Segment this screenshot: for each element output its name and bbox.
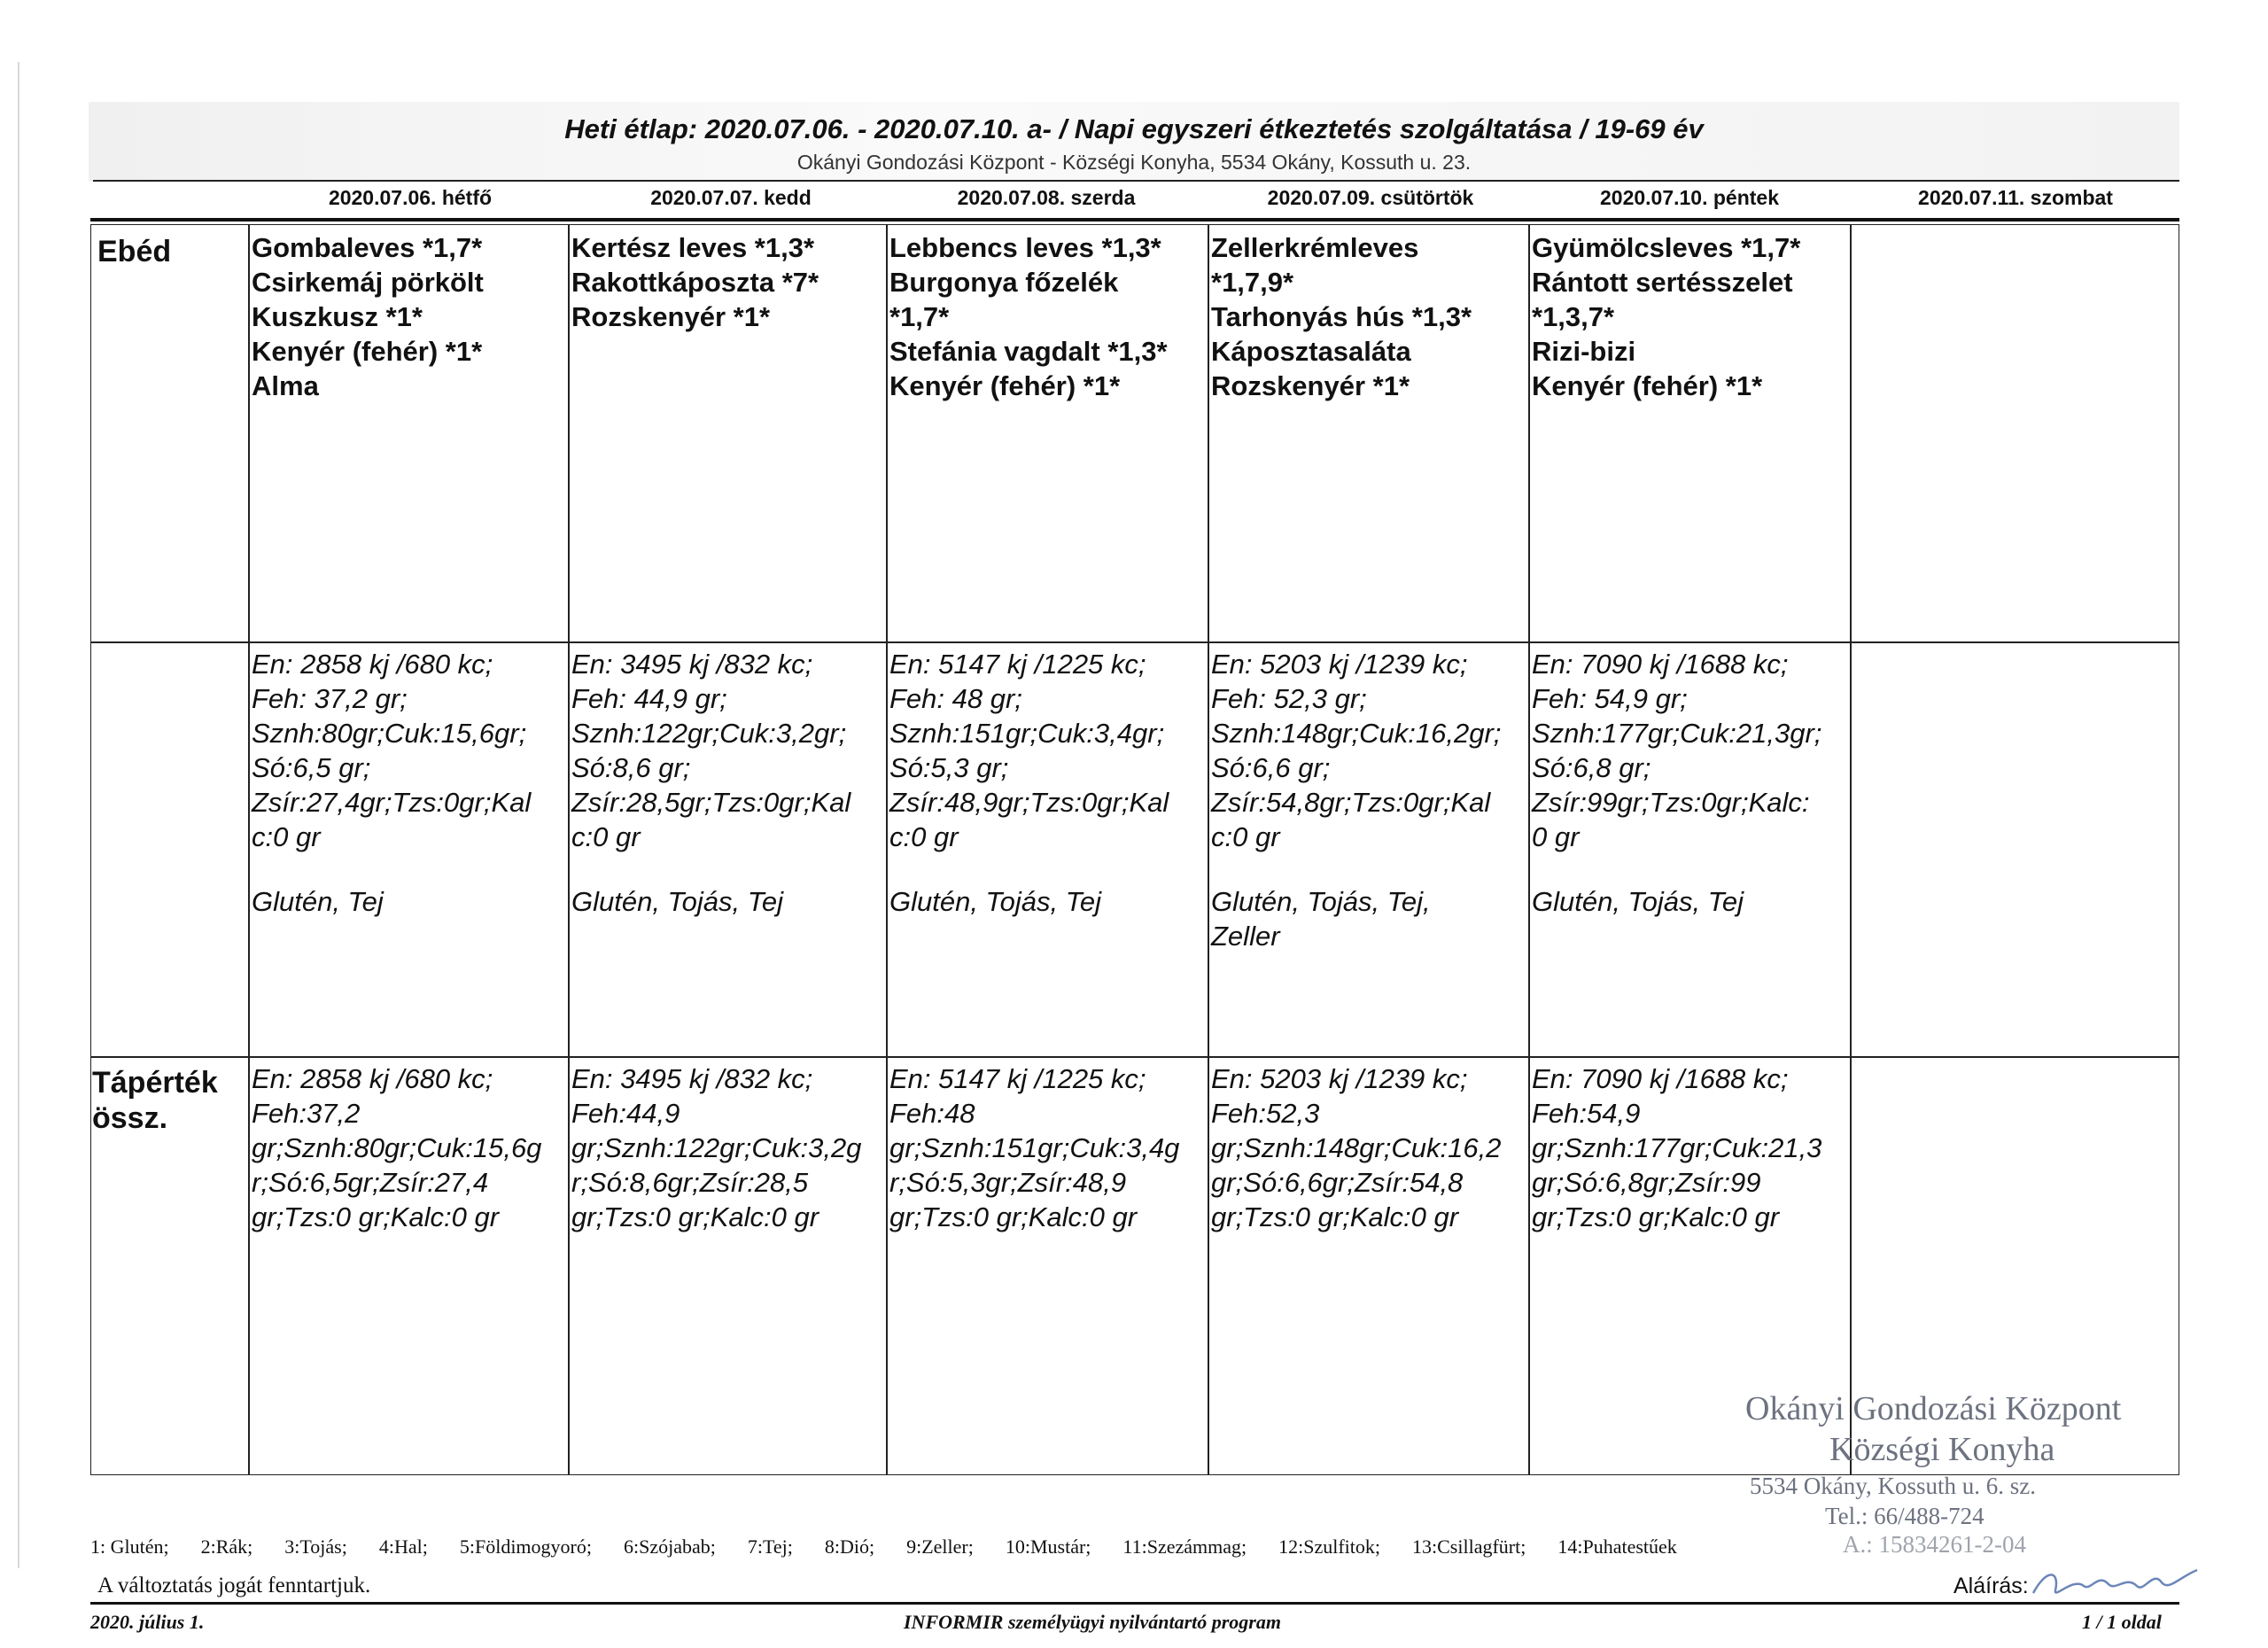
summary-cell-tuesday: En: 3495 kj /832 kc; Feh:44,9 gr;Sznh:122gr;Cuk:3,2g r;Só:8,6gr;Zsír:28,5 gr;Tzs:0 gr;Kalc:0 gr	[571, 1063, 862, 1232]
days-rule	[90, 218, 2179, 222]
summary-cell-thursday: En: 5203 kj /1239 kc; Feh:52,3 gr;Sznh:148gr;Cuk:16,2 gr;Só:6,6gr;Zsír:54,8 gr;Tzs:0 gr;Kalc:0 gr	[1211, 1063, 1502, 1232]
footer-program: INFORMIR személyügyi nyilvántartó program	[904, 1611, 1281, 1633]
legend-item: 6:Szójabab;	[623, 1535, 716, 1558]
day-header-thursday: 2020.07.09. csütörtök	[1267, 186, 1474, 209]
legend-item: 9:Zeller;	[906, 1535, 974, 1558]
row-divider	[90, 641, 2179, 643]
row-label-lunch: Ebéd	[97, 235, 172, 268]
stamp-line-5: A.: 15834261-2-04	[1843, 1531, 2026, 1558]
allergen-cell-wednesday: Glutén, Tojás, Tej	[889, 886, 1101, 917]
nutrition-cell-wednesday: En: 5147 kj /1225 kc; Feh: 48 gr; Sznh:151gr;Cuk:3,4gr; Só:5,3 gr; Zsír:48,9gr;Tzs:0gr;Kal c:0 gr	[889, 649, 1169, 852]
summary-cell-friday: En: 7090 kj /1688 kc; Feh:54,9 gr;Sznh:177gr;Cuk:21,3 gr;Só:6,8gr;Zsír:99 gr;Tzs:0 gr;Kalc:0 gr	[1532, 1063, 1822, 1232]
legend-item: 13:Csillagfürt;	[1412, 1535, 1526, 1558]
day-header-friday: 2020.07.10. péntek	[1599, 186, 1780, 209]
day-header-wednesday: 2020.07.08. szerda	[957, 186, 1136, 209]
legend-item: 3:Tojás;	[284, 1535, 347, 1558]
col-divider	[248, 224, 250, 1475]
stamp-line-1: Okányi Gondozási Központ	[1745, 1390, 2122, 1427]
day-header-tuesday: 2020.07.07. kedd	[650, 186, 812, 209]
menu-cell-tuesday: Kertész leves *1,3* Rakottkáposzta *7* Rozskenyér *1*	[571, 232, 819, 332]
allergen-cell-friday: Glutén, Tojás, Tej	[1532, 886, 1744, 917]
row-label-summary: Tápérték össz.	[92, 1066, 218, 1135]
col-divider	[1208, 224, 1209, 1475]
legend-item: 4:Hal;	[378, 1535, 428, 1558]
scan-edge	[18, 62, 19, 1568]
page-title: Heti étlap: 2020.07.06. - 2020.07.10. a- / Napi egyszeri étkeztetés szolgáltatása / 19-69 év	[564, 113, 1704, 144]
nutrition-cell-monday: En: 2858 kj /680 kc; Feh: 37,2 gr; Sznh:80gr;Cuk:15,6gr; Só:6,5 gr; Zsír:27,4gr;Tzs:0gr;Kal c:0 gr	[252, 649, 532, 852]
legend-item: 10:Mustár;	[1005, 1535, 1091, 1558]
allergen-cell-thursday: Glutén, Tojás, Tej, Zeller	[1211, 886, 1431, 952]
footer-rule	[90, 1602, 2179, 1605]
menu-cell-monday: Gombaleves *1,7* Csirkemáj pörkölt Kuszkusz *1* Kenyér (fehér) *1* Alma	[252, 232, 484, 401]
allergen-cell-monday: Glutén, Tej	[252, 886, 384, 917]
legend-item: 14:Puhatestűek	[1557, 1535, 1677, 1558]
legend-item: 2:Rák;	[200, 1535, 253, 1558]
nutrition-cell-thursday: En: 5203 kj /1239 kc; Feh: 52,3 gr; Sznh:148gr;Cuk:16,2gr; Só:6,6 gr; Zsír:54,8gr;Tzs:0gr;Kal c:0 gr	[1211, 649, 1502, 852]
header-rule	[93, 180, 2179, 182]
allergen-cell-tuesday: Glutén, Tojás, Tej	[571, 886, 783, 917]
menu-cell-wednesday: Lebbencs leves *1,3* Burgonya főzelék *1,7* Stefánia vagdalt *1,3* Kenyér (fehér) *1*	[889, 232, 1168, 401]
legend-item: 5:Földimogyoró;	[459, 1535, 592, 1558]
col-divider	[1850, 224, 1852, 1475]
page-subtitle: Okányi Gondozási Központ - Községi Konyha, 5534 Okány, Kossuth u. 23.	[796, 151, 1472, 174]
summary-cell-monday: En: 2858 kj /680 kc; Feh:37,2 gr;Sznh:80gr;Cuk:15,6g r;Só:6,5gr;Zsír:27,4 gr;Tzs:0 gr;Kalc:0 gr	[252, 1063, 542, 1232]
row-divider	[90, 1056, 2179, 1058]
signature-label: Aláírás:	[1953, 1574, 2029, 1598]
legend-item: 12:Szulfitok;	[1278, 1535, 1381, 1558]
legend-item: 7:Tej;	[747, 1535, 793, 1558]
menu-cell-thursday: Zellerkrémleves *1,7,9* Tarhonyás hús *1,3* Káposztasaláta Rozskenyér *1*	[1211, 232, 1472, 401]
legend-item: 1: Glutén;	[90, 1535, 169, 1558]
menu-cell-friday: Gyümölcsleves *1,7* Rántott sertésszelet *1,3,7* Rizi-bizi Kenyér (fehér) *1*	[1532, 232, 1801, 401]
stamp-line-2: Községi Konyha	[1829, 1431, 2055, 1468]
footer-page: 1 / 1 oldal	[2082, 1611, 2162, 1633]
legend-item: 8:Dió;	[824, 1535, 875, 1558]
stamp-line-3: 5534 Okány, Kossuth u. 6. sz.	[1750, 1473, 2036, 1499]
handwritten-signature	[2029, 1559, 2206, 1604]
col-divider	[568, 224, 570, 1475]
day-header-saturday: 2020.07.11. szombat	[1918, 186, 2113, 209]
change-notice: A változtatás jogát fenntartjuk.	[97, 1574, 371, 1597]
nutrition-cell-friday: En: 7090 kj /1688 kc; Feh: 54,9 gr; Sznh:177gr;Cuk:21,3gr; Só:6,8 gr; Zsír:99gr;Tzs:0gr;Kalc: 0 gr	[1532, 649, 1822, 852]
col-divider	[1528, 224, 1530, 1475]
legend-item: 11:Szezámmag;	[1122, 1535, 1247, 1558]
nutrition-cell-tuesday: En: 3495 kj /832 kc; Feh: 44,9 gr; Sznh:122gr;Cuk:3,2gr; Só:8,6 gr; Zsír:28,5gr;Tzs:0gr;Kal c:0 gr	[571, 649, 851, 852]
col-divider	[886, 224, 888, 1475]
summary-cell-wednesday: En: 5147 kj /1225 kc; Feh:48 gr;Sznh:151gr;Cuk:3,4g r;Só:5,3gr;Zsír:48,9 gr;Tzs:0 gr;Kalc:0 gr	[889, 1063, 1180, 1232]
footer-date: 2020. július 1.	[90, 1611, 205, 1633]
stamp-line-4: Tel.: 66/488-724	[1825, 1503, 1984, 1529]
day-header-monday: 2020.07.06. hétfő	[328, 186, 493, 209]
allergen-legend	[90, 1535, 1862, 1559]
